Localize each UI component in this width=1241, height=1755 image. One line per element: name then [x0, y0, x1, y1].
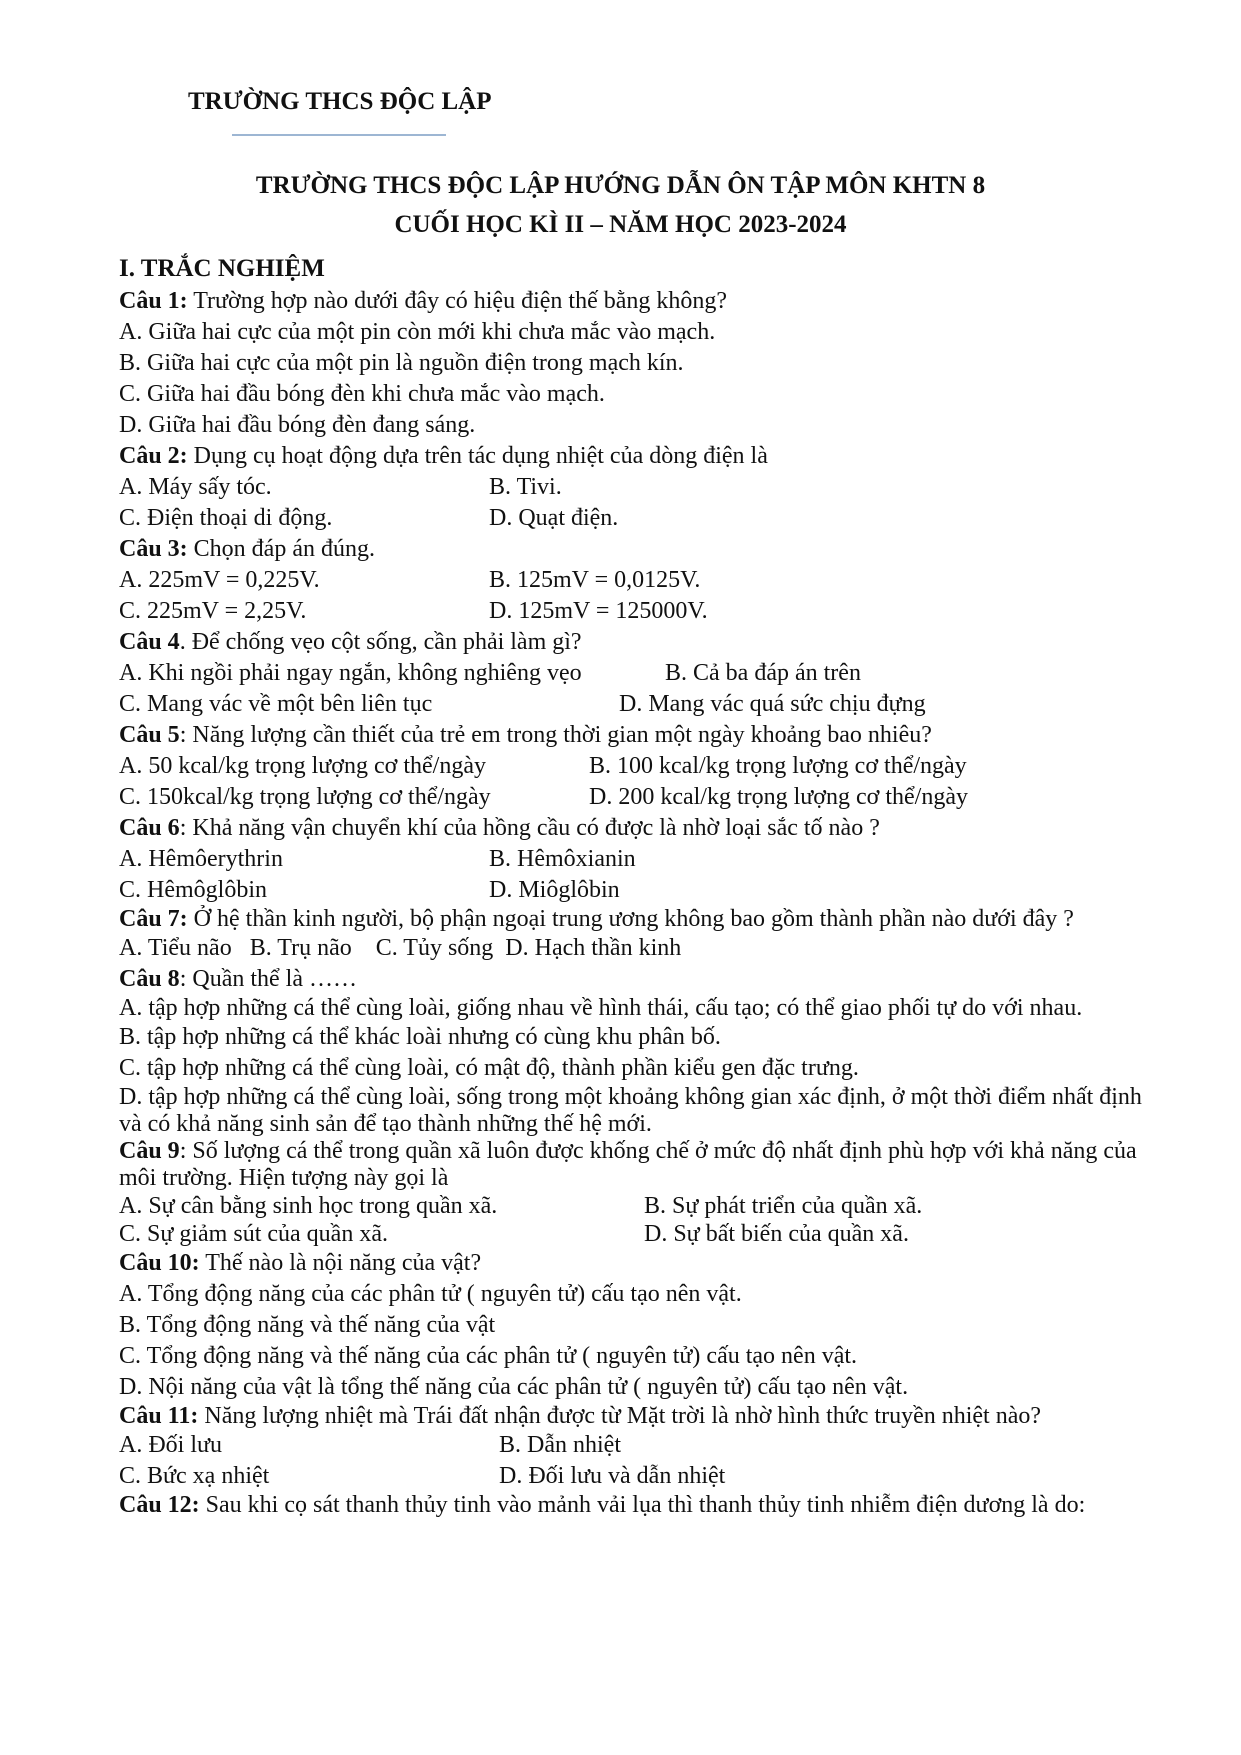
school-underline	[232, 134, 446, 136]
question-text: . Để chống vẹo cột sống, cần phải làm gì?	[179, 629, 582, 655]
option-b: B. Sự phát triển của quần xã.	[644, 1193, 923, 1219]
question-list	[119, 252, 1149, 1519]
question-number: Câu 9	[119, 1138, 180, 1164]
option-d: D. Quạt điện.	[489, 505, 619, 531]
option-d: D. 200 kcal/kg trọng lượng cơ thể/ngày	[589, 784, 968, 810]
question-number: Câu 2:	[119, 443, 188, 469]
question-text: : Số lượng cá thể trong quần xã luôn được khống chế ở mức độ nhất định phù hợp với khả năng của môi trường. Hiện tượng này gọi là	[119, 1138, 1137, 1191]
option-a: A. 225mV = 0,225V.	[119, 567, 320, 593]
option-a: A. Đối lưu	[119, 1432, 223, 1458]
question-text: Dụng cụ hoạt động dựa trên tác dụng nhiệt của dòng điện là	[187, 443, 768, 469]
question-number: Câu 8	[119, 966, 180, 992]
option-c: C. Bức xạ nhiệt	[119, 1463, 270, 1489]
option-b: B. 125mV = 0,0125V.	[489, 567, 701, 593]
school-name: TRƯỜNG THCS ĐỘC LẬP	[188, 88, 492, 115]
option-d: D. Sự bất biến của quần xã.	[644, 1221, 909, 1247]
question-5	[119, 720, 1149, 813]
option-c: C. Mang vác về một bên liên tục	[119, 691, 433, 717]
option-b: B. Tổng động năng và thế năng của vật	[119, 1312, 496, 1338]
question-3	[119, 534, 1149, 627]
question-8	[119, 964, 1149, 1138]
question-text: : Khả năng vận chuyển khí của hồng cầu có được là nhờ loại sắc tố nào ?	[179, 815, 880, 841]
document-title: TRƯỜNG THCS ĐỘC LẬP HƯỚNG DẪN ÔN TẬP MÔN KHTN 8	[255, 172, 986, 199]
question-text: Chọn đáp án đúng.	[187, 536, 375, 562]
option-d: D. Miôglôbin	[489, 877, 620, 903]
document-subtitle: CUỐI HỌC KÌ II – NĂM HỌC 2023-2024	[394, 211, 847, 238]
option-c: C. tập hợp những cá thể cùng loài, có mật độ, thành phần kiểu gen đặc trưng.	[119, 1055, 859, 1081]
option-a: A. Máy sấy tóc.	[119, 474, 272, 500]
option-a: A. Tổng động năng của các phân tử ( nguyên tử) cấu tạo nên vật.	[119, 1281, 742, 1307]
option-d: D. Giữa hai đầu bóng đèn đang sáng.	[119, 412, 476, 438]
option-c: C. 150kcal/kg trọng lượng cơ thể/ngày	[119, 784, 491, 810]
option-b: B. tập hợp những cá thể khác loài nhưng có cùng khu phân bố.	[119, 1024, 721, 1050]
option-c: C. Điện thoại di động.	[119, 505, 333, 531]
question-text: Thế nào là nội năng của vật?	[199, 1250, 482, 1276]
question-12	[119, 1492, 1149, 1519]
question-6	[119, 813, 1149, 906]
option-d: D. tập hợp những cá thể cùng loài, sống trong một khoảng không gian xác định, ở một thời điểm nhất định và có khả năng sinh sản để tạo thành những thế hệ mới.	[119, 1084, 1142, 1137]
option-d: D. Mang vác quá sức chịu đựng	[619, 691, 926, 717]
option-a: A. Giữa hai cực của một pin còn mới khi chưa mắc vào mạch.	[119, 319, 716, 345]
options-row: A. Tiểu não B. Trụ não C. Tủy sống D. Hạch thần kinh	[119, 935, 682, 961]
question-number: Câu 11:	[119, 1403, 199, 1429]
question-number: Câu 3:	[119, 536, 188, 562]
option-b: B. Dẫn nhiệt	[499, 1432, 621, 1458]
option-a: A. Hêmôerythrin	[119, 846, 283, 872]
question-number: Câu 7:	[119, 906, 188, 932]
question-text: Năng lượng nhiệt mà Trái đất nhận được từ Mặt trời là nhờ hình thức truyền nhiệt nào?	[198, 1403, 1042, 1429]
question-number: Câu 6	[119, 815, 180, 841]
option-b: B. 100 kcal/kg trọng lượng cơ thể/ngày	[589, 753, 967, 779]
question-text: : Năng lượng cần thiết của trẻ em trong thời gian một ngày khoảng bao nhiêu?	[179, 722, 932, 748]
option-c: C. 225mV = 2,25V.	[119, 598, 307, 624]
option-a: A. tập hợp những cá thể cùng loài, giống nhau về hình thái, cấu tạo; có thể giao phối tự do với nhau.	[119, 995, 1083, 1021]
option-c: C. Tổng động năng và thế năng của các phân tử ( nguyên tử) cấu tạo nên vật.	[119, 1343, 858, 1369]
question-4	[119, 627, 1149, 720]
question-10	[119, 1248, 1149, 1403]
option-c: C. Hêmôglôbin	[119, 877, 267, 903]
question-11	[119, 1403, 1149, 1492]
option-b: B. Cả ba đáp án trên	[665, 660, 861, 686]
option-b: B. Giữa hai cực của một pin là nguồn điện trong mạch kín.	[119, 350, 684, 376]
option-a: A. Khi ngồi phải ngay ngắn, không nghiêng vẹo	[119, 660, 582, 686]
section-heading: I. TRẮC NGHIỆM	[119, 255, 325, 282]
question-7	[119, 906, 1149, 964]
question-2	[119, 441, 1149, 534]
question-9	[119, 1138, 1149, 1248]
question-text: Trường hợp nào dưới đây có hiệu điện thế bằng không?	[187, 288, 728, 314]
question-text: Ở hệ thần kinh người, bộ phận ngoại trung ương không bao gồm thành phần nào dưới đây ?	[187, 906, 1074, 932]
question-number: Câu 10:	[119, 1250, 200, 1276]
question-text: : Quần thể là ……	[179, 966, 357, 992]
question-number: Câu 5	[119, 722, 180, 748]
option-d: D. 125mV = 125000V.	[489, 598, 708, 624]
option-b: B. Hêmôxianin	[489, 846, 636, 872]
option-d: D. Nội năng của vật là tổng thế năng của các phân tử ( nguyên tử) cấu tạo nên vật.	[119, 1374, 909, 1400]
question-text: Sau khi cọ sát thanh thủy tinh vào mảnh vải lụa thì thanh thủy tinh nhiễm điện dương là do:	[199, 1492, 1086, 1518]
question-1	[119, 286, 1149, 441]
option-d: D. Đối lưu và dẫn nhiệt	[499, 1463, 726, 1489]
option-c: C. Giữa hai đầu bóng đèn khi chưa mắc vào mạch.	[119, 381, 605, 407]
option-b: B. Tivi.	[489, 474, 562, 500]
question-number: Câu 4	[119, 629, 180, 655]
question-number: Câu 12:	[119, 1492, 200, 1518]
option-c: C. Sự giảm sút của quần xã.	[119, 1221, 388, 1247]
option-a: A. 50 kcal/kg trọng lượng cơ thể/ngày	[119, 753, 486, 779]
option-a: A. Sự cân bằng sinh học trong quần xã.	[119, 1193, 498, 1219]
question-number: Câu 1:	[119, 288, 188, 314]
